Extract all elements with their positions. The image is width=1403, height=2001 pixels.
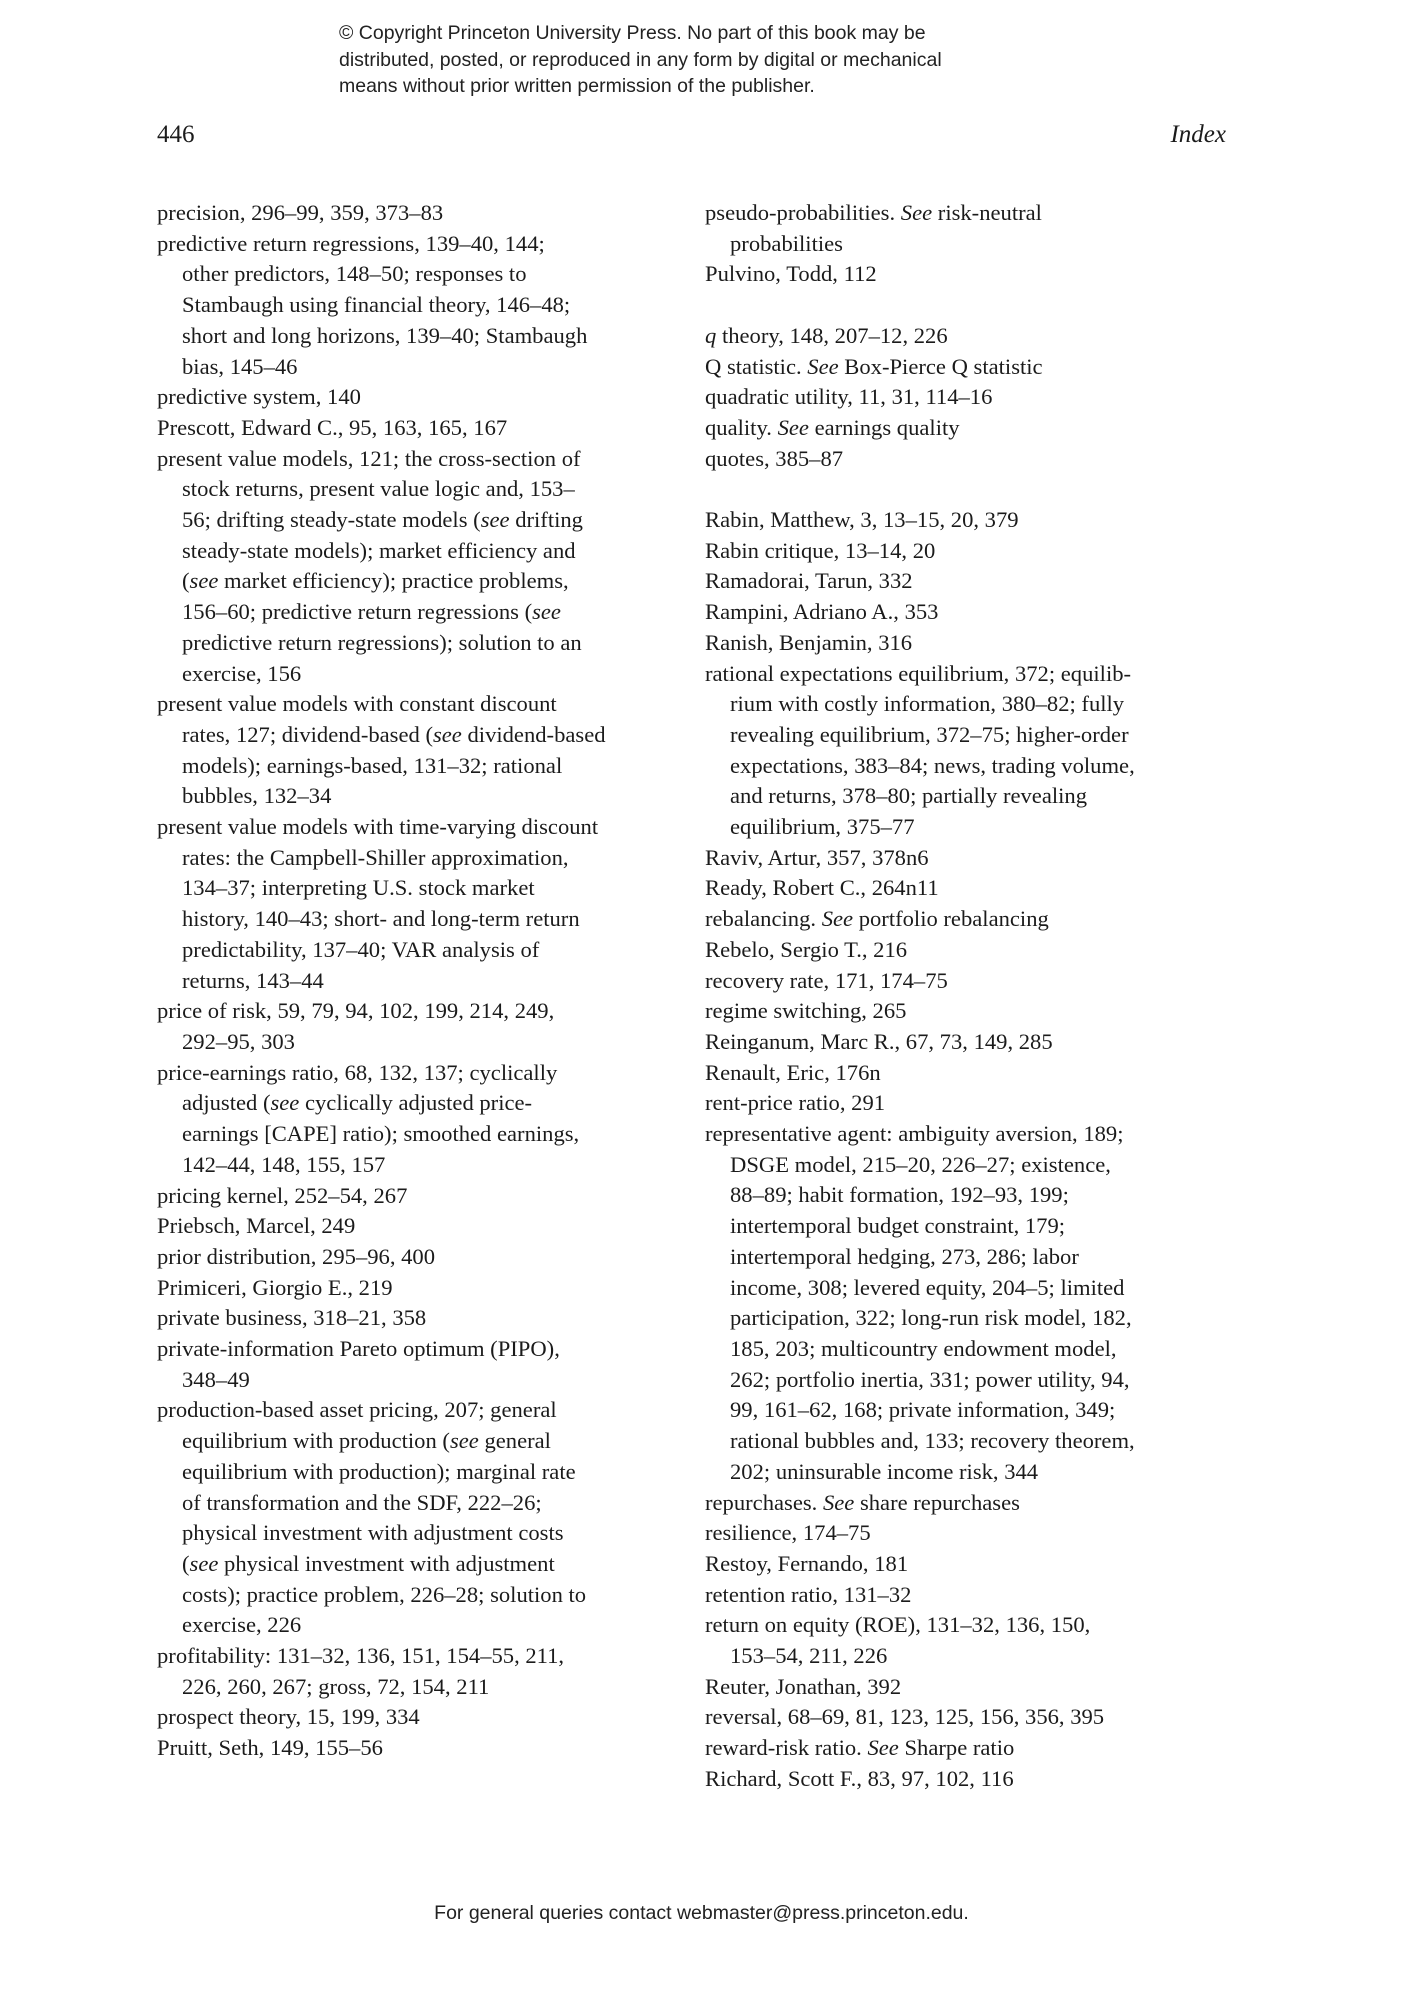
index-entry: Rabin critique, 13–14, 20 — [705, 537, 936, 563]
index-entry: rent-price ratio, 291 — [705, 1090, 886, 1116]
index-entry: quotes, 385–87 — [705, 445, 844, 471]
index-entry: Primiceri, Giorgio E., 219 — [157, 1274, 393, 1300]
index-entry: predictive system, 140 — [157, 384, 361, 410]
index-entry: present value models with time-varying discount rates: the Campbell-Shiller approximation, 134–37; interpreting U.S. stock market history, 140–43; short- and long-term return predictability, 137–40; VAR analysis of returns, 143–44 — [157, 814, 599, 993]
index-entry: Prescott, Edward C., 95, 163, 165, 167 — [157, 414, 508, 440]
copyright-line: © Copyright Princeton University Press. No part of this book may be — [339, 22, 926, 44]
index-entry: prospect theory, 15, 199, 334 — [157, 1704, 420, 1730]
index-entry: price of risk, 59, 79, 94, 102, 199, 214, 249, 292–95, 303 — [157, 998, 555, 1054]
index-entry: rational expectations equilibrium, 372; equilib- rium with costly information, 380–82; fully revealing equilibrium, 372–75; higher-order expectations, 383–84; news, trading volume, and returns, 378–80; partially revealing equilibrium, 375–77 — [705, 660, 1135, 840]
index-entry: production-based asset pricing, 207; general equilibrium with production (see general equilibrium with production); marginal rate of transformation and the SDF, 222–26; physical investment with adjustment costs (see physical investment with adjustment costs); practice problem, 226–28; solution to exercise, 226 — [157, 1397, 587, 1638]
index-column-left — [157, 198, 687, 1764]
index-entry: reversal, 68–69, 81, 123, 125, 156, 356, 395 — [705, 1704, 1105, 1730]
index-entry: Ranish, Benjamin, 316 — [705, 629, 913, 655]
index-entry: Rampini, Adriano A., 353 — [705, 599, 939, 625]
index-entry: Ramadorai, Tarun, 332 — [705, 568, 913, 594]
index-entry: Rebelo, Sergio T., 216 — [705, 936, 908, 962]
index-column-right — [705, 198, 1235, 1795]
index-entry: quadratic utility, 11, 31, 114–16 — [705, 384, 993, 410]
footer-contact: For general queries contact webmaster@press.princeton.edu. — [434, 1902, 969, 1924]
index-entry: present value models, 121; the cross-section of stock returns, present value logic and, 153– 56; drifting steady-state models (see drifting steady-state models); market efficiency and (see market efficiency); practice problems, 156–60; predictive return regressions (see predictive return regressions); solution to an exercise, 156 — [157, 445, 583, 686]
index-entry: pricing kernel, 252–54, 267 — [157, 1182, 408, 1208]
index-entry: Reinganum, Marc R., 67, 73, 149, 285 — [705, 1028, 1053, 1054]
index-entry: Ready, Robert C., 264n11 — [705, 875, 939, 901]
index-entry: rebalancing. See portfolio rebalancing — [705, 906, 1049, 932]
index-entry: pseudo-probabilities. See risk-neutral probabilities — [705, 200, 1042, 256]
index-entry: Pulvino, Todd, 112 — [705, 261, 877, 287]
index-entry: q theory, 148, 207–12, 226 — [705, 322, 948, 348]
index-entry: Renault, Eric, 176n — [705, 1059, 881, 1085]
index-entry: Priebsch, Marcel, 249 — [157, 1213, 356, 1239]
index-entry: predictive return regressions, 139–40, 144; other predictors, 148–50; responses to Stambaugh using financial theory, 146–48; short and long horizons, 139–40; Stambaugh bias, 145–46 — [157, 230, 588, 379]
index-entry: regime switching, 265 — [705, 998, 907, 1024]
copyright-notice — [339, 20, 1099, 100]
index-entry: reward-risk ratio. See Sharpe ratio — [705, 1735, 1015, 1761]
copyright-line: distributed, posted, or reproduced in any form by digital or mechanical — [339, 48, 942, 71]
index-entry: representative agent: ambiguity aversion, 189; DSGE model, 215–20, 226–27; existence, 88–89; habit formation, 192–93, 199; intertemporal budget constraint, 179; intertemporal hedging, 273, 286; labor income, 308; levered equity, 204–5; limited participation, 322; long-run risk model, 182, 185, 203; multicountry endowment model, 262; portfolio inertia, 331; power utility, 94, 99, 161–62, 168; private information, 349; rational bubbles and, 133; recovery theorem, 202; uninsurable income risk, 344 — [705, 1121, 1135, 1484]
index-entry: Reuter, Jonathan, 392 — [705, 1673, 902, 1699]
index-entry: Pruitt, Seth, 149, 155–56 — [157, 1735, 383, 1761]
index-entry: private business, 318–21, 358 — [157, 1305, 427, 1331]
index-entry: price-earnings ratio, 68, 132, 137; cyclically adjusted (see cyclically adjusted price- earnings [CAPE] ratio); smoothed earnings, 142–44, 148, 155, 157 — [157, 1059, 580, 1177]
index-entry: precision, 296–99, 359, 373–83 — [157, 200, 444, 225]
index-entry: prior distribution, 295–96, 400 — [157, 1243, 436, 1269]
index-entry: recovery rate, 171, 174–75 — [705, 967, 948, 993]
running-head: Index — [1170, 121, 1226, 148]
index-entry: present value models with constant discount rates, 127; dividend-based (see dividend-based models); earnings-based, 131–32; rational bubbles, 132–34 — [157, 691, 606, 809]
index-entry: Richard, Scott F., 83, 97, 102, 116 — [705, 1765, 1014, 1791]
index-entry: resilience, 174–75 — [705, 1520, 871, 1546]
index-entry: Q statistic. See Box-Pierce Q statistic — [705, 353, 1043, 379]
index-entry: return on equity (ROE), 131–32, 136, 150, 153–54, 211, 226 — [705, 1612, 1091, 1669]
copyright-line: means without prior written permission of the publisher. — [339, 75, 815, 97]
index-entry: quality. See earnings quality — [705, 414, 960, 440]
index-entry: Restoy, Fernando, 181 — [705, 1550, 909, 1576]
index-entry: Raviv, Artur, 357, 378n6 — [705, 844, 929, 870]
index-entry: retention ratio, 131–32 — [705, 1581, 912, 1607]
index-entry: private-information Pareto optimum (PIPO), 348–49 — [157, 1336, 560, 1392]
index-entry: profitability: 131–32, 136, 151, 154–55, 211, 226, 260, 267; gross, 72, 154, 211 — [157, 1643, 565, 1699]
index-entry: Rabin, Matthew, 3, 13–15, 20, 379 — [705, 507, 1019, 532]
index-entry: repurchases. See share repurchases — [705, 1489, 1020, 1515]
page-number: 446 — [157, 121, 195, 148]
